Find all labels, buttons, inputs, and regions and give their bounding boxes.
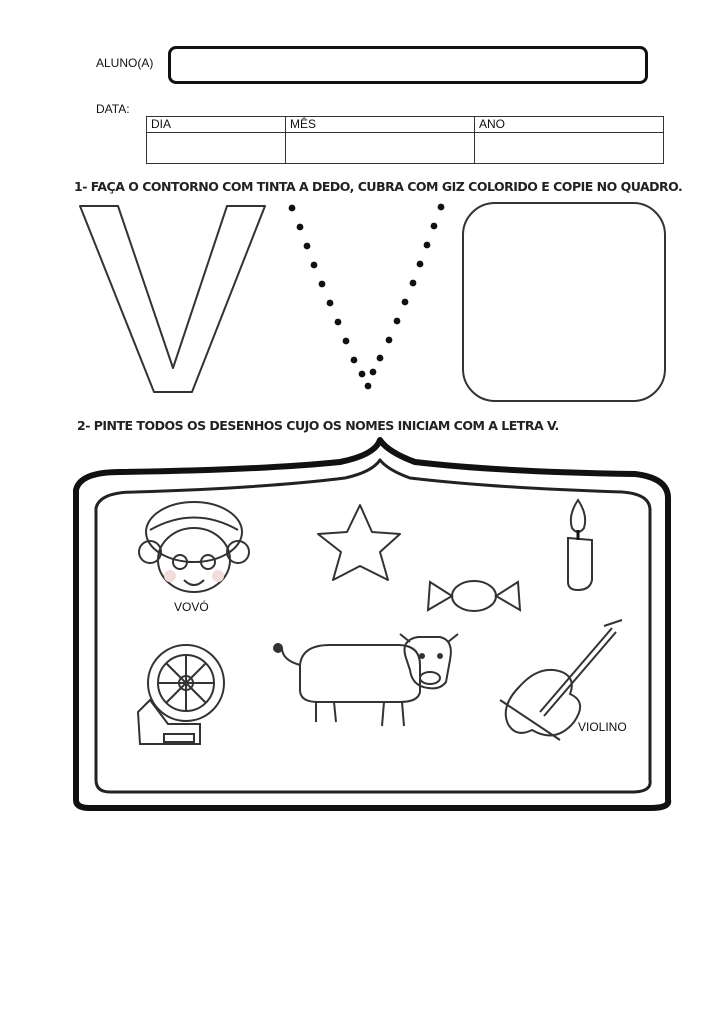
copy-box xyxy=(463,203,665,401)
date-col-month: MÊS xyxy=(286,117,475,133)
date-col-day: DIA xyxy=(147,117,286,133)
dotted-letter-v xyxy=(289,204,445,390)
student-label: ALUNO(A) xyxy=(96,56,154,70)
fan-icon xyxy=(138,645,224,744)
grandmother-icon xyxy=(139,502,249,592)
candle-icon xyxy=(568,500,592,590)
grandmother-label: VOVÓ xyxy=(174,600,209,614)
cow-icon xyxy=(274,634,458,726)
date-label: DATA: xyxy=(96,102,130,116)
outline-letter-v xyxy=(80,206,265,392)
candy-icon xyxy=(428,581,520,611)
star-icon xyxy=(318,505,400,580)
decorative-frame xyxy=(76,440,668,808)
date-col-year: ANO xyxy=(475,117,664,133)
exercise2-instruction: 2- PINTE TODOS OS DESENHOS CUJO OS NOMES INICIAM COM A LETRA V. xyxy=(77,418,559,433)
violin-label: VIOLINO xyxy=(578,720,627,734)
exercise1-instruction: 1- FAÇA O CONTORNO COM TINTA A DEDO, CUBRA COM GIZ COLORIDO E COPIE NO QUADRO. xyxy=(74,179,683,194)
